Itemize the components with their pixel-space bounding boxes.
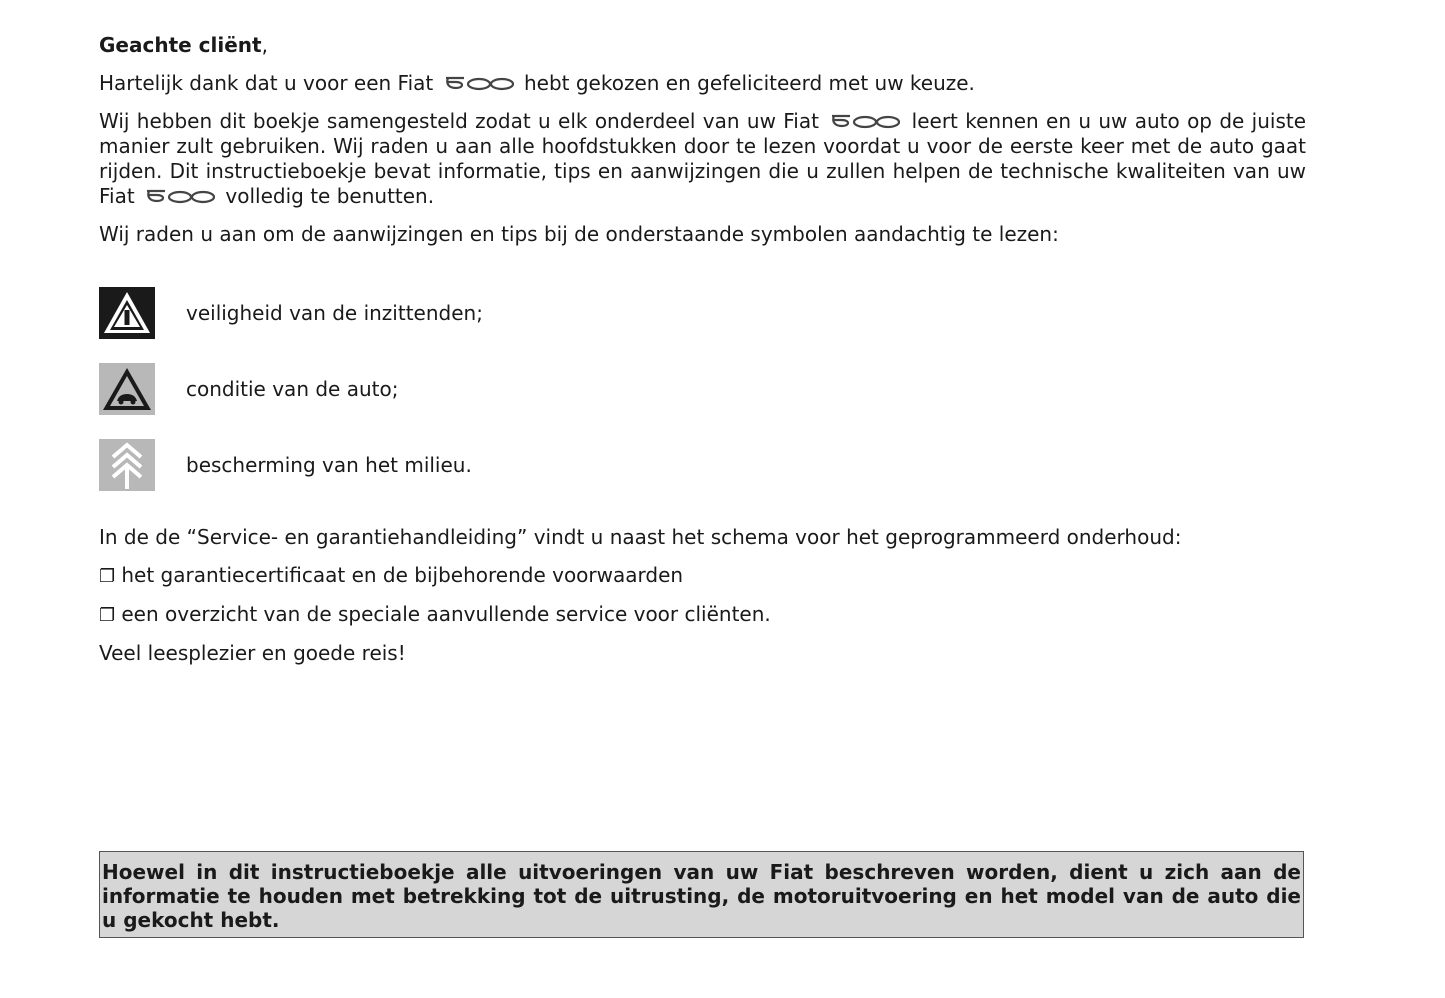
fiat-500-logo-icon [145, 187, 215, 205]
booklet-text-1: Wij hebben dit boekje samengesteld zodat u elk onderdeel van uw Fiat [99, 109, 819, 133]
tree-icon [99, 439, 155, 491]
intro-text: Hartelijk dank dat u voor een Fiat [99, 71, 434, 95]
closing-line: Veel leesplezier en goede reis! [99, 641, 406, 665]
fiat-500-logo-icon [444, 74, 514, 92]
symbols-intro: Wij raden u aan om de aanwijzingen en tips bij de onderstaande symbolen aandachtig te lezen: [99, 222, 1059, 246]
checkbox-bullet-icon: ❐ [99, 566, 116, 587]
booklet-paragraph [99, 109, 1306, 209]
greeting-punct: , [261, 33, 268, 57]
greeting-name: Geachte cliënt [99, 33, 262, 57]
symbol-row-environment [99, 437, 1306, 493]
symbol-row-safety [99, 285, 1306, 341]
bullet-item [99, 602, 1306, 628]
bullet-text: een overzicht van de speciale aanvullende service voor cliënten. [121, 602, 771, 626]
bullet-item [99, 563, 1306, 589]
warning-triangle-icon [99, 287, 155, 339]
symbol-label-safety: veiligheid van de inzittenden; [186, 300, 483, 325]
greeting [99, 33, 1306, 58]
symbol-label-environment: bescherming van het milieu. [186, 452, 472, 477]
lower-section [99, 525, 1306, 666]
bullet-text: het garantiecertificaat en de bijbehorende voorwaarden [121, 563, 684, 587]
symbol-list [99, 285, 1306, 493]
checkbox-bullet-icon: ❐ [99, 605, 116, 626]
service-paragraph: In de de “Service- en garantiehandleiding” vindt u naast het schema voor het geprogrammeerd onderhoud: [99, 525, 1182, 549]
fiat-500-logo-icon [830, 112, 900, 130]
booklet-text-2: leert kennen en u uw auto op de juiste manier zult gebruiken. [99, 109, 1307, 158]
booklet-text-4: volledig te benutten. [225, 184, 435, 208]
intro-paragraph [99, 71, 1306, 96]
document-page [99, 33, 1306, 679]
intro-text-end: hebt gekozen en gefeliciteerd met uw keuze. [523, 71, 975, 95]
symbol-row-car [99, 361, 1306, 417]
symbol-label-car: conditie van de auto; [186, 376, 399, 401]
booklet-text-3: Wij raden u aan alle hoofdstukken door te lezen voordat u voor de eerste keer met de auto gaat rijden. Dit instructieboekje bevat informatie, tips en aanwijzingen die u zullen helpen de technische kwaliteiten van uw Fiat [99, 134, 1307, 208]
notice-box: Hoewel in dit instructieboekje alle uitvoeringen van uw Fiat beschreven worden, dient u zich aan de informatie te houden met betrekking tot de uitrusting, de motoruitvoering en het model van de auto die u gekocht hebt. [99, 851, 1304, 938]
car-warning-icon [99, 363, 155, 415]
